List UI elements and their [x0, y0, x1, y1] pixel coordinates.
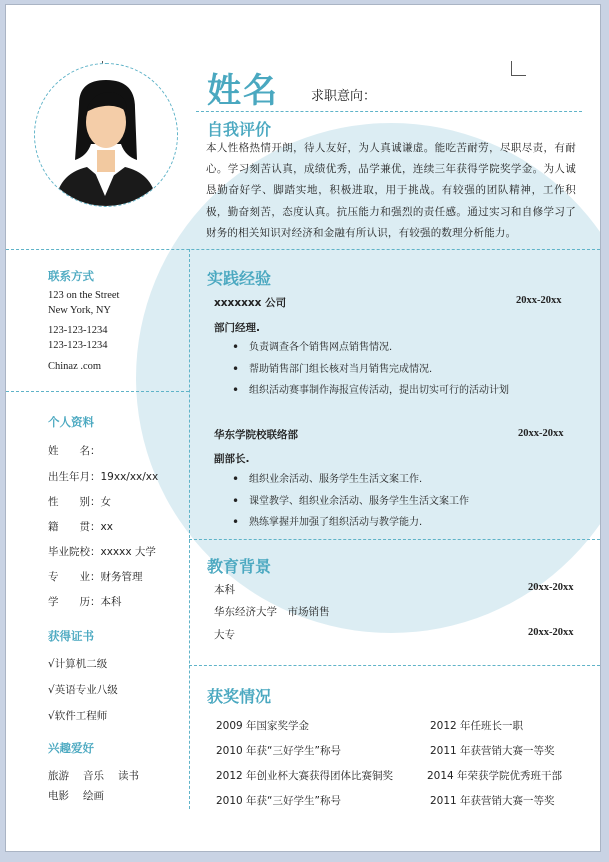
duty-item: • 帮助销售部门组长核对当月销售完成情况.: [214, 359, 509, 381]
duty-item: • 负责调查各个销售网点销售情况.: [214, 337, 509, 359]
profile-degree-value: 本科: [100, 596, 122, 608]
avatar: [34, 63, 178, 207]
profile-major-label: 专 业：: [48, 571, 101, 583]
education-detail: 华东经济大学 市场销售: [214, 606, 330, 618]
profile-degree-label: 学 历：: [48, 596, 101, 608]
hobby-item: 绘画: [83, 790, 104, 802]
profile-school: [48, 544, 156, 559]
sidebar-divider: [189, 249, 190, 809]
certificate-item: √英语专业八级: [48, 684, 118, 696]
duty-item: • 组织业余活动、服务学生生活文案工作.: [214, 469, 469, 491]
job-role: 副部长.: [214, 453, 250, 465]
hobbies-line-2: [48, 788, 104, 803]
contact-address: [48, 288, 119, 318]
profile-name-label: 姓 名：: [48, 445, 101, 457]
avatar-portrait: [35, 64, 177, 206]
contact-phones: [48, 323, 108, 353]
job-company: 华东学院校联络部: [214, 429, 298, 441]
resume-page: [5, 4, 601, 852]
address-line-2: New York, NY: [48, 305, 112, 316]
awards-divider: [189, 665, 600, 666]
profile-gender-value: 女: [100, 496, 111, 508]
hobby-item: 旅游: [48, 770, 69, 782]
profile-school-value: xxxxx 大学: [100, 546, 156, 558]
certificates-title: 获得证书: [48, 629, 94, 643]
awards-title: 获奖情况: [207, 687, 272, 706]
profile-birth-value: 19xx/xx/xx: [100, 471, 159, 483]
resume-name: 姓名: [207, 71, 279, 111]
profile-gender: [48, 494, 111, 509]
hobby-item: 电影: [48, 790, 69, 802]
certificate-item: √软件工程师: [48, 710, 108, 722]
duty-item: • 课堂教学、组织业余活动、服务学生生活文案工作: [214, 491, 469, 513]
education-degree: 本科: [214, 584, 235, 596]
certificate-item: √计算机二级: [48, 658, 108, 670]
profile-origin-value: xx: [100, 521, 113, 533]
profile-birth: [48, 469, 158, 484]
job-company: xxxxxxx 公司: [214, 297, 287, 309]
award-item: 2010 年获“三好学生”称号: [216, 745, 341, 757]
profile-degree: [48, 594, 122, 609]
duty-item: • 组织活动赛事制作海报宣传活动，提出切实可行的活动计划: [214, 380, 509, 402]
profile-name: [48, 443, 101, 458]
hobbies-line-1: [48, 768, 139, 783]
award-item: 2009 年国家奖学金: [216, 720, 310, 732]
profile-school-label: 毕业院校：: [48, 546, 101, 558]
duty-item: • 熟练掌握并加强了组织活动与教学能力.: [214, 512, 469, 534]
experience-title: 实践经验: [207, 269, 272, 288]
section-divider-top: [6, 249, 600, 250]
profile-major: [48, 569, 143, 584]
self-evaluation-title: 自我评价: [207, 120, 272, 139]
self-evaluation-text: 本人性格热情开朗，待人友好，为人真诚谦虚。能吃苦耐劳，尽职尽责，有耐心。学习刻苦认真，成绩优秀，品学兼优，连续三年获得学院奖学金。为人诚恳勤奋好学、脚踏实地，积极进取，用于挑战。有较强的团队精神，工作积极，勤奋刻苦，态度认真。抗压能力和强烈的责任感。通过实习和自修学习了财务的相关知识对经济和金融有所认识，有较强的数理分析能力。: [206, 142, 576, 239]
hobby-item: 音乐: [83, 770, 104, 782]
education-title: 教育背景: [207, 557, 272, 576]
contact-title: 联系方式: [48, 269, 94, 283]
award-item: 2012 年创业杯大赛获得团体比赛铜奖: [216, 770, 394, 782]
job-intent-label: 求职意向：: [311, 89, 377, 104]
profile-title: 个人资料: [48, 415, 94, 429]
contact-website[interactable]: Chinaz .com: [48, 361, 102, 372]
header-divider: [196, 111, 582, 112]
profile-gender-label: 性 别：: [48, 496, 101, 508]
job-duties: [214, 469, 469, 534]
phone-2: 123-123-1234: [48, 340, 108, 351]
hobbies-title: 兴趣爱好: [48, 741, 94, 755]
address-line-1: 123 on the Street: [48, 290, 120, 301]
education-degree: 大专: [214, 629, 235, 641]
profile-origin-label: 籍 贯：: [48, 521, 101, 533]
crop-mark-right: [511, 61, 526, 76]
job-period: 20xx-20xx: [516, 295, 562, 306]
award-item: 2011 年获营销大赛一等奖: [430, 795, 555, 807]
profile-origin: [48, 519, 113, 534]
job-period: 20xx-20xx: [518, 428, 564, 439]
award-item: 2010 年获“三好学生”称号: [216, 795, 341, 807]
education-period: 20xx-20xx: [528, 627, 574, 638]
education-divider: [189, 539, 600, 540]
job-duties: [214, 337, 509, 402]
phone-1: 123-123-1234: [48, 325, 108, 336]
profile-major-value: 财务管理: [100, 571, 143, 583]
job-role: 部门经理.: [214, 322, 260, 334]
sidebar-divider-1: [6, 391, 189, 392]
hobby-item: 读书: [118, 770, 139, 782]
award-item: 2014 年荣获学院优秀班干部: [427, 770, 563, 782]
education-period: 20xx-20xx: [528, 582, 574, 593]
award-item: 2011 年获营销大赛一等奖: [430, 745, 555, 757]
award-item: 2012 年任班长一职: [430, 720, 524, 732]
profile-birth-label: 出生年月：: [48, 471, 101, 483]
